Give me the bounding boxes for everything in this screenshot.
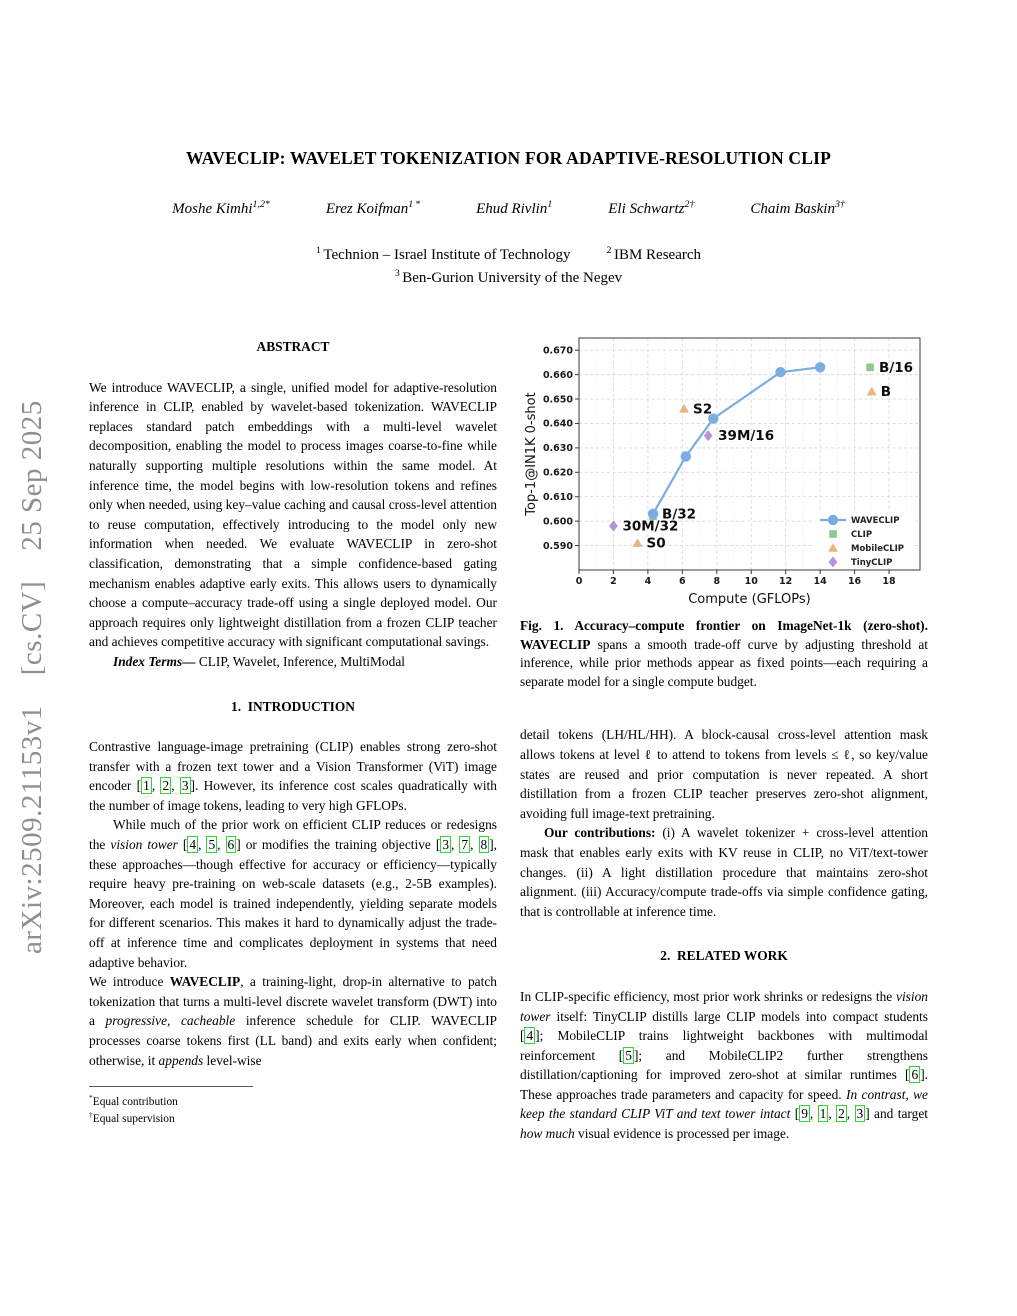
author xyxy=(750,201,844,218)
text-segment: , a training-light, drop-in alternative to patch tokenization that turns a multi-level discrete wavelet transform (DWT) into a xyxy=(89,974,497,1029)
y-axis-label: Top-1@IN1K 0-shot xyxy=(524,392,539,516)
text-segment: We introduce WAVECLIP, a single, unified model for adaptive-resolution inference in CLIP, enabled by wavelet-based tokenization. WAVECLIP replaces standard patch embeddings with a multi-level wavelet decomposition, enabling the model to process images coarse-to-fine while naturally supporting multiple resolutions within the same model. At inference time, the model begins with low-resolution tokens and refines only when needed, using key–value caching and causal cross-level attention to reuse computation, effectively introducing to the model only new information when needed. We evaluate WAVECLIP in zero-shot classification, demonstrating that a simple confidence-based gating mechanism enables adaptive early exits. This allows users to dynamically choose a compute–accuracy trade-off using a single deployed model. Our approach requires only lightweight distillation from a frozen CLIP teacher and achieves competitive accuracy with significant computational savings. xyxy=(89,379,497,650)
index-terms xyxy=(89,652,497,672)
svg-text:B: B xyxy=(880,384,892,401)
author-superscript: 1 * xyxy=(408,199,421,210)
text-segment: ]; and MobileCLIP2 further strengthens distillation/captioning for improved zero-shot at similar runtimes [ xyxy=(520,1047,928,1083)
intro-paragraph-1 xyxy=(89,737,497,815)
text-segment: . xyxy=(560,618,575,633)
citation-link[interactable]: 8 xyxy=(480,837,488,853)
author xyxy=(476,201,552,218)
text-segment: , xyxy=(846,1106,855,1122)
text-segment: [ xyxy=(790,1106,800,1122)
svg-text:39M/16: 39M/16 xyxy=(718,428,775,445)
citation-link[interactable]: 7 xyxy=(461,837,469,853)
text-segment: Accuracy–compute frontier on ImageNet-1k (zero-shot). WAVECLIP xyxy=(520,618,928,652)
citation-link[interactable]: 6 xyxy=(227,837,235,853)
svg-text:WAVECLIP: WAVECLIP xyxy=(851,516,900,526)
left-column xyxy=(89,332,497,1144)
text-segment: (i) A wavelet tokenizer + cross-level attention mask that enables early exits with KV reuse in CLIP, no ViT/text-tower changes. (ii) A light distillation procedure that maintains zero-shot alignment. (iii) Accuracy/compute trade-offs via simple confidence gating, that is controllable at inference time. xyxy=(520,825,929,919)
author-superscript: 1,2* xyxy=(252,199,270,210)
text-segment: , xyxy=(151,778,161,794)
author xyxy=(326,201,420,218)
svg-text:4: 4 xyxy=(644,576,652,587)
citation-link[interactable]: 3 xyxy=(442,837,450,853)
author-list xyxy=(0,201,1017,218)
citation-link[interactable]: 5 xyxy=(625,1047,632,1063)
author-superscript: 1 xyxy=(547,199,553,210)
text-segment: level-wise xyxy=(203,1052,262,1068)
citation-link[interactable]: 9 xyxy=(801,1106,808,1122)
svg-text:0.640: 0.640 xyxy=(542,418,573,430)
intro-continuation-paragraph xyxy=(520,725,928,823)
footnote-list xyxy=(89,1094,497,1127)
text-segment: We introduce xyxy=(89,974,170,990)
text-segment: appends xyxy=(158,1052,204,1068)
paper-header xyxy=(0,0,1017,290)
text-segment: ]. These approaches trade parameters and capacity for speed. xyxy=(520,1067,928,1102)
text-segment: , xyxy=(171,778,180,794)
svg-text:6: 6 xyxy=(679,576,686,587)
text-segment: ], these approaches—though effective for accuracy or efficiency—typically require heavy pre-training on web-scale datasets (e.g., 2-5B examples). Moreover, each model is trained independently, yielding separate models for different scenarios. This makes it hard to dynamically adjust the trade-off at inference time and complicates deployment in systems that need adaptive behavior. xyxy=(89,837,498,970)
text-segment: , xyxy=(828,1106,837,1122)
two-column-body xyxy=(0,332,1017,1144)
svg-text:0.660: 0.660 xyxy=(542,369,573,381)
arxiv-watermark: arXiv:2509.21153v1 [cs.CV] 25 Sep 2025 xyxy=(16,400,48,954)
y-axis xyxy=(524,345,579,551)
affiliation-list xyxy=(0,244,1017,290)
svg-text:B/32: B/32 xyxy=(662,506,697,523)
citation-link[interactable]: 4 xyxy=(526,1028,534,1044)
svg-text:B/16: B/16 xyxy=(879,359,914,376)
svg-text:16: 16 xyxy=(847,576,862,587)
svg-text:0.590: 0.590 xyxy=(542,540,573,552)
chart-legend xyxy=(814,510,914,568)
text-segment: ] or modifies the training objective [ xyxy=(236,837,441,853)
svg-text:0: 0 xyxy=(575,576,583,587)
contributions-paragraph xyxy=(520,823,928,921)
text-segment: [ xyxy=(177,837,188,853)
svg-text:S0: S0 xyxy=(646,535,666,552)
x-axis xyxy=(576,570,896,607)
svg-text:0.610: 0.610 xyxy=(542,491,573,503)
author-name: Eli Schwartz xyxy=(608,201,685,217)
svg-text:0.630: 0.630 xyxy=(542,443,573,455)
citation-link[interactable]: 3 xyxy=(856,1106,864,1122)
x-axis-label: Compute (GFLOPs) xyxy=(688,592,811,607)
author-superscript: 2† xyxy=(684,199,695,210)
intro-paragraph-2 xyxy=(89,815,497,972)
author-name: Ehud Rivlin xyxy=(476,201,548,217)
citation-link[interactable]: 2 xyxy=(838,1106,845,1122)
text-segment: Fig. 1 xyxy=(520,618,561,633)
text-segment: CLIP, Wavelet, Inference, MultiModal xyxy=(195,653,405,669)
footnote-rule xyxy=(89,1086,253,1087)
accuracy-compute-chart xyxy=(520,332,922,610)
footnotes xyxy=(89,1086,497,1127)
text-segment: vision tower xyxy=(520,988,928,1024)
svg-text:MobileCLIP: MobileCLIP xyxy=(851,544,905,554)
text-segment: ]; MobileCLIP trains lightweight backbones with multimodal reinforcement [ xyxy=(520,1028,928,1063)
citation-link[interactable]: 4 xyxy=(189,837,197,853)
svg-text:0.650: 0.650 xyxy=(542,394,573,406)
text-segment: vision tower xyxy=(110,837,178,853)
paper-title: WAVECLIP: WAVELET TOKENIZATION FOR ADAPTIVE-RESOLUTION CLIP xyxy=(185,148,832,168)
author-name: Erez Koifman xyxy=(325,201,409,217)
text-segment: , xyxy=(809,1106,818,1122)
text-segment: Contrastive language-image pretraining (CLIP) enables strong zero-shot transfer with a frozen text tower and a Vision Transformer (ViT) image encoder [ xyxy=(89,739,497,794)
text-segment: visual evidence is processed per image. xyxy=(574,1126,790,1142)
text-segment: , xyxy=(198,837,207,853)
affiliation: $^3$ Ben-Gurion University of the Negev xyxy=(394,268,623,286)
citation-link[interactable]: 1 xyxy=(819,1106,827,1122)
citation-link[interactable]: 3 xyxy=(181,778,189,794)
text-segment: WAVECLIP xyxy=(169,974,241,990)
svg-text:0.620: 0.620 xyxy=(542,467,573,479)
svg-text:10: 10 xyxy=(744,576,758,587)
text-segment: detail tokens (LH/HL/HH). A block-causal cross-level attention mask allows tokens at level ℓ to attend to tokens from levels ≤ ℓ, so key/value states are reused and prior computation is never repeated. A short distillation from a frozen CLIP teacher preserves zero-shot alignment, avoiding full image-text pretraining. xyxy=(520,727,928,821)
svg-text:18: 18 xyxy=(882,576,896,587)
text-segment: inference schedule for CLIP. WAVECLIP processes coarse tokens first (LL band) and exits early when confident; otherwise, it xyxy=(89,1013,497,1068)
footnote: †Equal supervision xyxy=(89,1109,175,1125)
author-name: Chaim Baskin xyxy=(750,201,835,217)
intro-paragraph-3 xyxy=(89,972,497,1070)
svg-text:0.600: 0.600 xyxy=(542,516,573,528)
svg-text:30M/32: 30M/32 xyxy=(622,518,679,535)
author-name: Moshe Kimhi xyxy=(172,201,253,217)
footnote: *Equal contribution xyxy=(89,1093,178,1109)
svg-text:12: 12 xyxy=(779,576,793,587)
text-segment: itself: TinyCLIP distills large CLIP models into compact students [ xyxy=(520,1008,928,1044)
abstract-text xyxy=(89,378,497,652)
right-column xyxy=(520,332,928,1144)
text-segment: ]. However, its inference cost scales quadratically with the number of image tokens, leading to very high GFLOPs. xyxy=(89,778,497,813)
text-segment: , xyxy=(217,837,226,853)
introduction-heading: 1. INTRODUCTION xyxy=(231,698,355,714)
text-segment: Our contributions: xyxy=(544,825,656,841)
citation-link[interactable]: 6 xyxy=(911,1067,919,1083)
related-work-heading: 2. RELATED WORK xyxy=(660,948,788,964)
author xyxy=(608,201,694,218)
citation-link[interactable]: 1 xyxy=(143,778,150,794)
text-segment: how much xyxy=(520,1126,575,1142)
affiliation: $^2$ IBM Research xyxy=(606,245,702,263)
citation-link[interactable]: 5 xyxy=(208,837,216,853)
text-segment: Index Terms— xyxy=(113,653,196,669)
svg-text:CLIP: CLIP xyxy=(851,530,873,540)
author-superscript: 3† xyxy=(834,199,845,210)
figure-1-chart xyxy=(520,332,922,610)
text-segment: , xyxy=(470,837,479,853)
author xyxy=(172,201,270,218)
affiliation-line xyxy=(0,244,1017,267)
citation-link[interactable]: 2 xyxy=(162,778,170,794)
figure-1 xyxy=(520,332,928,691)
text-segment: ] and target xyxy=(865,1106,928,1122)
text-segment: While much of the prior work on efficient CLIP reduces or redesigns the xyxy=(89,817,497,853)
svg-text:0.670: 0.670 xyxy=(542,345,573,357)
text-segment: In CLIP-specific efficiency, most prior work shrinks or redesigns the xyxy=(520,988,896,1004)
text-segment: , xyxy=(451,837,460,853)
svg-text:14: 14 xyxy=(813,576,827,587)
svg-text:TinyCLIP: TinyCLIP xyxy=(851,558,893,568)
svg-text:2: 2 xyxy=(610,576,617,587)
text-segment: In contrast, we keep the standard CLIP ViT and text tower intact xyxy=(520,1086,928,1122)
svg-text:S2: S2 xyxy=(693,401,713,418)
figure-1-caption xyxy=(520,617,928,691)
abstract-heading: ABSTRACT xyxy=(256,339,330,354)
affiliation: $^1$ Technion – Israel Institute of Technology xyxy=(315,245,571,263)
svg-text:8: 8 xyxy=(713,576,721,587)
related-work-paragraph xyxy=(520,987,928,1144)
text-segment: progressive, cacheable xyxy=(105,1013,236,1029)
text-segment: spans a smooth trade-off curve by adjusting threshold at inference, while prior methods appear as fixed points—each requiring a separate model for a single compute budget. xyxy=(520,636,928,689)
affiliation-line xyxy=(0,267,1017,290)
